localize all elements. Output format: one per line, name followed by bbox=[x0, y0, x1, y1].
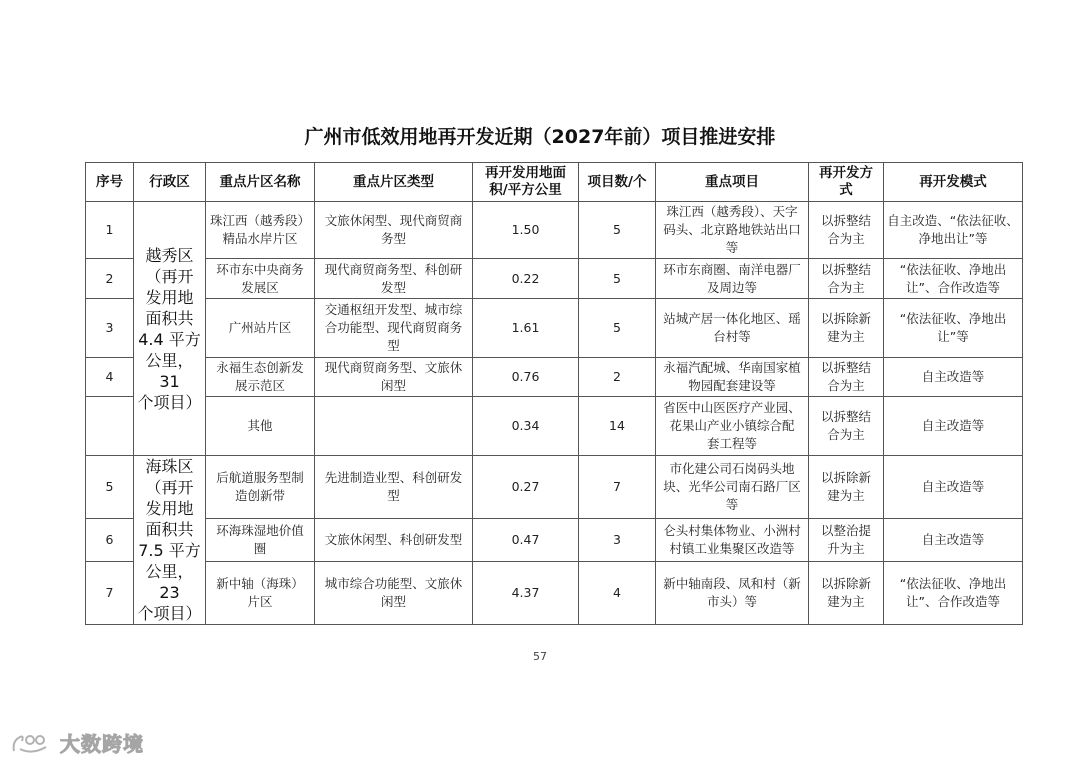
header-method: 再开发方 式 bbox=[809, 163, 884, 202]
redevelopment-mode: “依法征收、净地出 让”等 bbox=[884, 299, 1023, 358]
zone-name: 永福生态创新发 展示范区 bbox=[206, 358, 315, 397]
redevelopment-method: 以拆整结 合为主 bbox=[809, 358, 884, 397]
header-district: 行政区 bbox=[134, 163, 206, 202]
project-count: 5 bbox=[579, 259, 656, 299]
zone-type: 现代商贸商务型、科创研 发型 bbox=[315, 259, 473, 299]
header-zone-type: 重点片区类型 bbox=[315, 163, 473, 202]
key-projects: 市化建公司石岗码头地 块、光华公司南石路厂区 等 bbox=[656, 456, 809, 519]
project-count: 7 bbox=[579, 456, 656, 519]
redevelopment-mode: 自主改造等 bbox=[884, 518, 1023, 561]
row-seq: 1 bbox=[86, 202, 134, 259]
table-row bbox=[86, 456, 1023, 519]
project-count: 4 bbox=[579, 562, 656, 625]
redevelopment-mode: 自主改造、“依法征收、 净地出让”等 bbox=[884, 202, 1023, 259]
redevelopment-method: 以拆整结 合为主 bbox=[809, 202, 884, 259]
page-number: 57 bbox=[533, 650, 547, 663]
key-projects: 新中轴南段、凤和村（新 市头）等 bbox=[656, 562, 809, 625]
zone-type: 交通枢纽开发型、城市综 合功能型、现代商贸商务 型 bbox=[315, 299, 473, 358]
area-value: 0.27 bbox=[473, 456, 579, 519]
project-count: 14 bbox=[579, 397, 656, 456]
district-haizhu: 海珠区 （再开 发用地 面积共 7.5 平方 公里，23 个项目） bbox=[134, 456, 206, 625]
watermark bbox=[10, 728, 144, 757]
zone-type: 现代商贸商务型、文旅休 闲型 bbox=[315, 358, 473, 397]
table-row bbox=[86, 358, 1023, 397]
table-row bbox=[86, 299, 1023, 358]
header-projects: 重点项目 bbox=[656, 163, 809, 202]
header-area: 再开发用地面 积/平方公里 bbox=[473, 163, 579, 202]
row-seq: 4 bbox=[86, 358, 134, 397]
redevelopment-method: 以拆整结 合为主 bbox=[809, 397, 884, 456]
watermark-text: 大数跨境 bbox=[60, 732, 144, 756]
row-seq bbox=[86, 397, 134, 456]
zone-name: 新中轴（海珠） 片区 bbox=[206, 562, 315, 625]
watermark-logo-icon bbox=[10, 731, 54, 755]
zone-type: 先进制造业型、科创研发 型 bbox=[315, 456, 473, 519]
header-zone-name: 重点片区名称 bbox=[206, 163, 315, 202]
redevelopment-method: 以拆整结 合为主 bbox=[809, 259, 884, 299]
project-table bbox=[85, 162, 1023, 625]
table-row bbox=[86, 397, 1023, 456]
header-mode: 再开发模式 bbox=[884, 163, 1023, 202]
zone-name: 珠江西（越秀段） 精品水岸片区 bbox=[206, 202, 315, 259]
zone-type: 城市综合功能型、文旅休 闲型 bbox=[315, 562, 473, 625]
header-count: 项目数/个 bbox=[579, 163, 656, 202]
project-count: 5 bbox=[579, 299, 656, 358]
key-projects: 站城产居一体化地区、瑶 台村等 bbox=[656, 299, 809, 358]
redevelopment-mode: 自主改造等 bbox=[884, 358, 1023, 397]
redevelopment-method: 以整治提 升为主 bbox=[809, 518, 884, 561]
table-row bbox=[86, 518, 1023, 561]
redevelopment-method: 以拆除新 建为主 bbox=[809, 299, 884, 358]
zone-type: 文旅休闲型、现代商贸商 务型 bbox=[315, 202, 473, 259]
row-seq: 3 bbox=[86, 299, 134, 358]
area-value: 0.34 bbox=[473, 397, 579, 456]
row-seq: 5 bbox=[86, 456, 134, 519]
project-count: 5 bbox=[579, 202, 656, 259]
row-seq: 6 bbox=[86, 518, 134, 561]
document-title: 广州市低效用地再开发近期（2027年前）项目推进安排 bbox=[304, 126, 776, 148]
area-value: 0.22 bbox=[473, 259, 579, 299]
key-projects: 珠江西（越秀段）、天字 码头、北京路地铁站出口 等 bbox=[656, 202, 809, 259]
table-row bbox=[86, 562, 1023, 625]
district-yuexiu: 越秀区 （再开 发用地 面积共 4.4 平方 公里，31 个项目） bbox=[134, 202, 206, 456]
header-seq: 序号 bbox=[86, 163, 134, 202]
area-value: 0.47 bbox=[473, 518, 579, 561]
row-seq: 7 bbox=[86, 562, 134, 625]
key-projects: 省医中山医医疗产业园、 花果山产业小镇综合配 套工程等 bbox=[656, 397, 809, 456]
area-value: 4.37 bbox=[473, 562, 579, 625]
area-value: 1.61 bbox=[473, 299, 579, 358]
redevelopment-method: 以拆除新 建为主 bbox=[809, 456, 884, 519]
zone-type: 文旅休闲型、科创研发型 bbox=[315, 518, 473, 561]
key-projects: 仑头村集体物业、小洲村 村镇工业集聚区改造等 bbox=[656, 518, 809, 561]
key-projects: 环市东商圈、南洋电器厂 及周边等 bbox=[656, 259, 809, 299]
table-row bbox=[86, 259, 1023, 299]
redevelopment-method: 以拆除新 建为主 bbox=[809, 562, 884, 625]
zone-name: 环海珠湿地价值 圈 bbox=[206, 518, 315, 561]
zone-name: 其他 bbox=[206, 397, 315, 456]
table-row bbox=[86, 202, 1023, 259]
area-value: 1.50 bbox=[473, 202, 579, 259]
zone-type bbox=[315, 397, 473, 456]
project-count: 2 bbox=[579, 358, 656, 397]
redevelopment-mode: “依法征收、净地出 让”、合作改造等 bbox=[884, 259, 1023, 299]
redevelopment-mode: 自主改造等 bbox=[884, 456, 1023, 519]
zone-name: 后航道服务型制 造创新带 bbox=[206, 456, 315, 519]
zone-name: 环市东中央商务 发展区 bbox=[206, 259, 315, 299]
key-projects: 永福汽配城、华南国家植 物园配套建设等 bbox=[656, 358, 809, 397]
redevelopment-mode: 自主改造等 bbox=[884, 397, 1023, 456]
zone-name: 广州站片区 bbox=[206, 299, 315, 358]
header-row bbox=[86, 163, 1023, 202]
redevelopment-mode: “依法征收、净地出 让”、合作改造等 bbox=[884, 562, 1023, 625]
row-seq: 2 bbox=[86, 259, 134, 299]
area-value: 0.76 bbox=[473, 358, 579, 397]
project-count: 3 bbox=[579, 518, 656, 561]
